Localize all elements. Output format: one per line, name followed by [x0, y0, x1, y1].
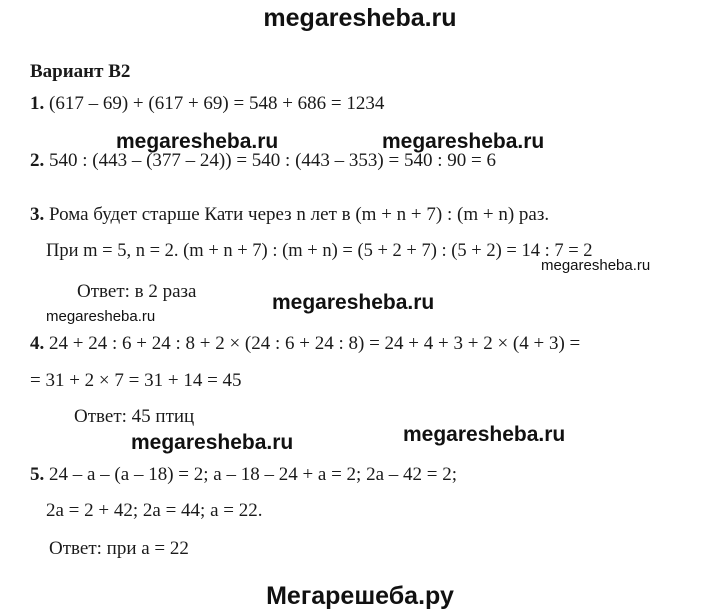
problem-text: 24 + 24 : 6 + 24 : 8 + 2 × (24 : 6 + 24 : 8) = 24 + 4 + 3 + 2 × (4 + 3) = [49, 333, 581, 354]
watermark-mid: megaresheba.ru [116, 130, 279, 153]
problem-number: 1. [30, 93, 45, 114]
problem-5-answer: Ответ: при а = 22 [49, 538, 189, 559]
problem-3-line-1 [30, 204, 549, 226]
problem-number: 3. [30, 204, 45, 225]
problem-number: 5. [30, 464, 45, 485]
problem-5-line-1 [30, 464, 457, 486]
watermark-small: megaresheba.ru [541, 257, 651, 274]
problem-3-line-2: При m = 5, n = 2. (m + n + 7) : (m + n) = (5 + 2 + 7) : (5 + 2) = 14 : 7 = 2 [46, 241, 593, 261]
problem-3-answer: Ответ: в 2 раза [77, 281, 197, 302]
problem-text: (617 – 69) + (617 + 69) = 548 + 686 = 1234 [49, 93, 385, 114]
problem-number: 2. [30, 150, 45, 171]
problem-number: 4. [30, 333, 45, 354]
watermark-top: megaresheba.ru [263, 4, 457, 32]
watermark-mid: megaresheba.ru [403, 423, 566, 446]
problem-text: 540 : (443 – (377 – 24)) = 540 : (443 – 353) = 540 : 90 = 6 [49, 150, 496, 171]
watermark-mid: megaresheba.ru [131, 431, 294, 454]
problem-5-line-2: 2а = 2 + 42; 2а = 44; а = 22. [46, 500, 263, 521]
problem-text: Рома будет старше Кати через n лет в (m + n + 7) : (m + n) раз. [49, 204, 550, 225]
watermark-mid: megaresheba.ru [382, 130, 545, 153]
variant-heading: Вариант В2 [30, 61, 131, 82]
problem-1-line-1 [30, 93, 384, 115]
problem-4-answer: Ответ: 45 птиц [74, 406, 195, 427]
watermark-small: megaresheba.ru [46, 308, 156, 325]
watermark-bottom: Мегарешеба.ру [266, 582, 454, 610]
problem-4-line-2: = 31 + 2 × 7 = 31 + 14 = 45 [30, 370, 242, 391]
problem-2-line-1 [30, 150, 496, 172]
watermark-mid: megaresheba.ru [272, 291, 435, 314]
problem-4-line-1 [30, 333, 580, 355]
problem-text: 24 – а – (а – 18) = 2; а – 18 – 24 + а = 2; 2а – 42 = 2; [49, 464, 458, 485]
